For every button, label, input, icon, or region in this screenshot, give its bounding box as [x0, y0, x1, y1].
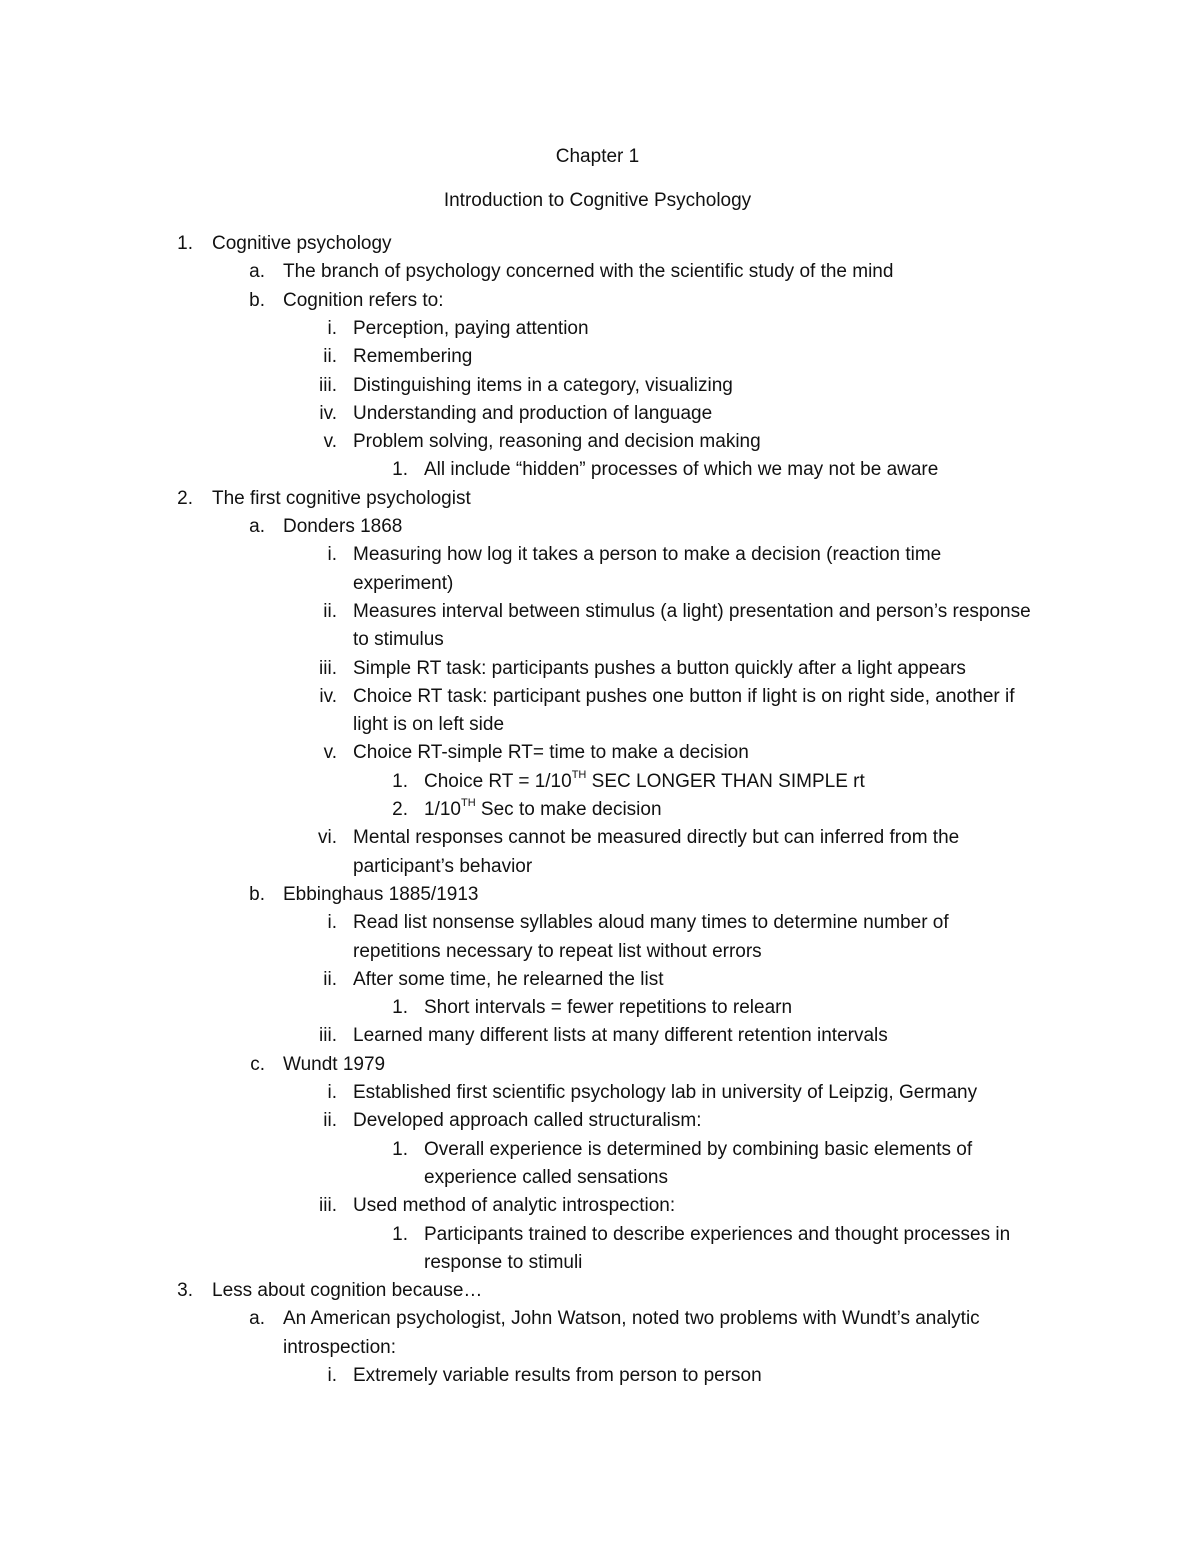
- outline-item-text: [424, 1138, 972, 1162]
- chapter-heading: Chapter 1: [555, 146, 640, 167]
- outline-item-main: Measuring how log it takes a person to make a decision (reaction time: [353, 544, 942, 565]
- outline-item-text: [353, 572, 453, 596]
- outline-item-text: [353, 402, 712, 426]
- outline-item-text: [353, 685, 1015, 709]
- outline-item-text: [212, 232, 392, 256]
- outline-item-text: [353, 826, 959, 850]
- outline-item-main: Cognitive psychology: [212, 233, 392, 254]
- outline-item-main: Cognition refers to:: [283, 290, 444, 311]
- outline-item-text: [424, 798, 662, 822]
- outline-marker: a.: [249, 516, 265, 537]
- outline-item-text: [353, 713, 504, 737]
- outline-marker: 1.: [392, 1224, 408, 1245]
- outline-marker: iii.: [319, 375, 337, 396]
- outline-item-main: Perception, paying attention: [353, 318, 589, 339]
- outline-marker: iii.: [319, 658, 337, 679]
- outline-marker: 1.: [392, 997, 408, 1018]
- outline-item-main: Overall experience is determined by combining basic elements of: [424, 1139, 973, 1160]
- outline-item-text: [283, 260, 893, 284]
- outline-marker: iv.: [319, 403, 337, 424]
- outline-item-main: Developed approach called structuralism:: [353, 1110, 702, 1131]
- outline-item-main: Simple RT task: participants pushes a button quickly after a light appears: [353, 658, 966, 679]
- outline-marker: b.: [249, 884, 265, 905]
- outline-marker: 1.: [392, 771, 408, 792]
- outline-marker: a.: [249, 261, 265, 282]
- outline-item-text: [353, 628, 444, 652]
- outline-item-main: Learned many different lists at many different retention intervals: [353, 1025, 888, 1046]
- outline-item-text: [212, 1279, 482, 1303]
- outline-item-text: [353, 430, 761, 454]
- outline-marker: ii.: [323, 1110, 337, 1131]
- outline-marker: b.: [249, 290, 265, 311]
- outline-item-text: [353, 374, 733, 398]
- outline-item-main: All include “hidden” processes of which we may not be aware: [424, 459, 939, 480]
- outline-item-main: Choice RT task: participant pushes one button if light is on right side, another if: [353, 686, 1015, 707]
- outline-marker: 3.: [177, 1280, 193, 1301]
- outline-item-main: participant’s behavior: [353, 856, 533, 877]
- outline-item-main: light is on left side: [353, 714, 505, 735]
- outline-item-main: introspection:: [283, 1337, 397, 1358]
- outline-item-main: Less about cognition because…: [212, 1280, 483, 1301]
- outline-item-text: [283, 1053, 385, 1077]
- outline-item-text: [424, 1223, 1010, 1247]
- outline-item-text: [353, 1364, 762, 1388]
- outline-item-text: [353, 940, 762, 964]
- outline-marker: ii.: [323, 601, 337, 622]
- outline-item-main: The first cognitive psychologist: [212, 488, 471, 509]
- outline-item-main: Established first scientific psychology lab in university of Leipzig, Germany: [353, 1082, 978, 1103]
- outline-item-main: Mental responses cannot be measured directly but can inferred from the: [353, 827, 960, 848]
- outline-item-text: [353, 600, 1031, 624]
- outline-marker: i.: [327, 1365, 337, 1386]
- outline-marker: i.: [327, 544, 337, 565]
- outline-marker: vi.: [318, 827, 337, 848]
- outline-item-main: Short intervals = fewer repetitions to relearn: [424, 997, 793, 1018]
- outline-marker: i.: [327, 1082, 337, 1103]
- outline-marker: a.: [249, 1308, 265, 1329]
- outline-item-text: [424, 1251, 582, 1275]
- outline-marker: 1.: [392, 1139, 408, 1160]
- outline-item-main: Choice RT-simple RT= time to make a decision: [353, 742, 749, 763]
- outline-item-text: [353, 1194, 675, 1218]
- outline-item-main: Extremely variable results from person to person: [353, 1365, 762, 1386]
- outline-item-main: Measures interval between stimulus (a light) presentation and person’s response: [353, 601, 1031, 622]
- outline-item-main: 1/10: [424, 799, 461, 820]
- outline-item-text: [283, 1307, 980, 1331]
- outline-item-main: experiment): [353, 573, 454, 594]
- outline-item-text: [424, 458, 938, 482]
- outline-item-text: [424, 770, 865, 794]
- outline-item-text: [283, 1336, 396, 1360]
- outline-marker: ii.: [323, 346, 337, 367]
- outline-item-text: [353, 911, 949, 935]
- outline-item-main: Ebbinghaus 1885/1913: [283, 884, 479, 905]
- outline-marker: v.: [323, 431, 337, 452]
- outline-item-main: experience called sensations: [424, 1167, 668, 1188]
- outline-item-main: Participants trained to describe experiences and thought processes in: [424, 1224, 1011, 1245]
- superscript: TH: [571, 768, 587, 781]
- outline-item-text: [353, 1109, 702, 1133]
- outline-item-continuation: SEC LONGER THAN SIMPLE rt: [586, 771, 865, 792]
- outline-item-main: Problem solving, reasoning and decision making: [353, 431, 761, 452]
- outline-item-main: Wundt 1979: [283, 1054, 386, 1075]
- outline-marker: iv.: [319, 686, 337, 707]
- outline-item-text: [424, 996, 792, 1020]
- outline-marker: ii.: [323, 969, 337, 990]
- outline-item-main: An American psychologist, John Watson, noted two problems with Wundt’s analytic: [283, 1308, 980, 1329]
- outline-item-main: Distinguishing items in a category, visualizing: [353, 375, 733, 396]
- outline-marker: 2.: [177, 488, 193, 509]
- outline-item-text: [283, 289, 444, 313]
- document-title: Introduction to Cognitive Psychology: [443, 190, 752, 211]
- outline-item-main: The branch of psychology concerned with the scientific study of the mind: [283, 261, 894, 282]
- outline-item-text: [353, 657, 966, 681]
- outline-item-text: [353, 543, 941, 567]
- outline-item-text: [353, 1081, 977, 1105]
- superscript: TH: [460, 796, 476, 809]
- outline-item-text: [353, 968, 663, 992]
- outline-item-main: After some time, he relearned the list: [353, 969, 664, 990]
- outline-marker: 1.: [177, 233, 193, 254]
- outline-item-main: Used method of analytic introspection:: [353, 1195, 676, 1216]
- outline-item-text: [283, 883, 478, 907]
- outline-item-main: Choice RT = 1/10: [424, 771, 572, 792]
- outline-marker: v.: [323, 742, 337, 763]
- outline-item-main: Donders 1868: [283, 516, 403, 537]
- outline-item-text: [353, 855, 532, 879]
- outline-marker: c.: [250, 1054, 265, 1075]
- outline-marker: 1.: [392, 459, 408, 480]
- outline-item-text: [353, 1024, 888, 1048]
- outline-item-continuation: Sec to make decision: [475, 799, 662, 820]
- outline-item-main: repetitions necessary to repeat list without errors: [353, 941, 762, 962]
- outline-item-main: Read list nonsense syllables aloud many times to determine number of: [353, 912, 949, 933]
- outline-item-text: [212, 487, 471, 511]
- outline-marker: 2.: [392, 799, 408, 820]
- outline-item-main: response to stimuli: [424, 1252, 583, 1273]
- outline-item-text: [283, 515, 402, 539]
- outline-item-text: [353, 741, 749, 765]
- outline-marker: i.: [327, 912, 337, 933]
- outline-item-text: [353, 317, 589, 341]
- outline-marker: i.: [327, 318, 337, 339]
- outline-item-text: [424, 1166, 668, 1190]
- outline-marker: iii.: [319, 1025, 337, 1046]
- outline-item-main: Remembering: [353, 346, 473, 367]
- outline-item-main: Understanding and production of language: [353, 403, 713, 424]
- outline-marker: iii.: [319, 1195, 337, 1216]
- outline-item-text: [353, 345, 472, 369]
- outline-item-main: to stimulus: [353, 629, 444, 650]
